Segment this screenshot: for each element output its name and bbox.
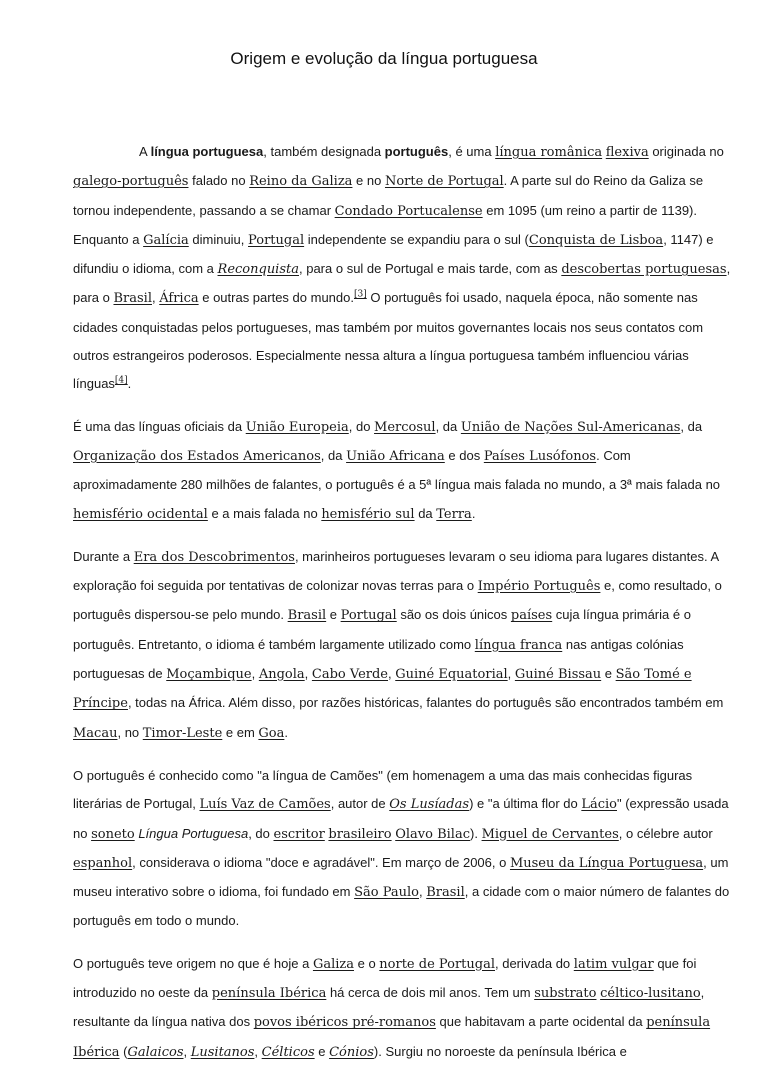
- text-run: , a cidade com o maior número de falantes do português em todo o mundo.: [73, 884, 730, 929]
- text-run: ,: [507, 666, 515, 682]
- text-run: independente se expandiu para o sul (: [304, 231, 529, 247]
- wiki-link[interactable]: Cabo Verde: [311, 667, 389, 683]
- text-run: em 1095 (um reino a partir de 1139). Enquanto a: [73, 202, 697, 247]
- text-run: há cerca de dois mil anos. Tem um: [326, 985, 535, 1001]
- text-run: A: [139, 144, 151, 159]
- wiki-link[interactable]: Norte de Portugal: [384, 174, 504, 190]
- wiki-link[interactable]: norte de Portugal: [379, 956, 495, 972]
- text-run: ,: [152, 290, 160, 306]
- text-run: cuja língua primária é o português. Entretanto, o idioma é também largamente utilizado como: [73, 607, 691, 652]
- text-run: ,: [419, 884, 427, 900]
- wiki-link[interactable]: Terra: [436, 506, 472, 522]
- text-run: , do: [348, 418, 375, 434]
- text-run: , para o: [73, 261, 731, 306]
- text-run: ,: [183, 1043, 191, 1059]
- wiki-link[interactable]: Angola: [258, 667, 305, 683]
- text-run: que foi introduzido no oeste da: [73, 955, 697, 1001]
- wiki-link[interactable]: Olavo Bilac: [395, 826, 470, 842]
- text-run: que habitavam a parte ocidental da: [435, 1014, 647, 1030]
- text-run: , também designada: [263, 144, 385, 159]
- wiki-link[interactable]: descobertas portuguesas: [561, 262, 727, 278]
- paragraph: [73, 138, 733, 399]
- wiki-link[interactable]: Moçambique: [166, 667, 252, 683]
- wiki-link[interactable]: Países Lusófonos: [483, 448, 597, 464]
- wiki-link[interactable]: hemisfério ocidental: [73, 506, 208, 522]
- wiki-link[interactable]: Guiné Bissau: [514, 667, 602, 683]
- wiki-link[interactable]: Galícia: [143, 232, 189, 248]
- text-run: . Com aproximadamente 280 milhões de falantes, o português é a 5ª língua mais falada no mundo, a 3ª mais falada no: [73, 447, 721, 493]
- text-run: (: [119, 1043, 128, 1059]
- text-run: , da: [435, 418, 461, 434]
- wiki-link[interactable]: escritor: [273, 826, 325, 842]
- text-run: , todas na África. Além disso, por razões históricas, falantes do português são encontrados também em: [127, 695, 724, 711]
- text-run: são os dois únicos: [396, 607, 511, 623]
- paragraph: [73, 950, 733, 1067]
- reference-link[interactable]: [3]: [353, 290, 367, 301]
- italic-term: Língua Portuguesa: [138, 825, 249, 841]
- wiki-link[interactable]: União de Nações Sul-Americanas: [460, 419, 681, 435]
- wiki-link[interactable]: Brasil: [426, 885, 465, 901]
- wiki-link[interactable]: latim vulgar: [573, 956, 654, 972]
- text-run: nas antigas colónias portuguesas de: [73, 636, 684, 682]
- wiki-link[interactable]: Goa: [258, 725, 285, 741]
- wiki-link[interactable]: União Europeia: [245, 419, 349, 435]
- wiki-link[interactable]: Miguel de Cervantes: [481, 826, 619, 842]
- text-run: e, como resultado, o português dispersou-se pelo mundo.: [73, 578, 722, 623]
- text-run: , considerava o idioma "doce e agradável". Em março de 2006, o: [132, 854, 510, 870]
- wiki-link[interactable]: Organização dos Estados Americanos: [73, 448, 321, 464]
- text-run: e o: [354, 955, 380, 971]
- bold-term: português: [384, 144, 449, 159]
- wiki-link[interactable]: galego-português: [73, 174, 189, 190]
- wiki-link[interactable]: Lácio: [581, 797, 617, 813]
- text-run: .: [284, 724, 288, 740]
- text-run: " (expressão usada no: [73, 796, 729, 841]
- paragraph: [73, 413, 733, 529]
- wiki-link[interactable]: Museu da Língua Portuguesa: [509, 855, 704, 871]
- text-run: , é uma: [448, 144, 496, 159]
- wiki-link[interactable]: Reino da Galiza: [249, 174, 353, 190]
- wiki-link[interactable]: países: [510, 608, 553, 624]
- text-run: e a mais falada no: [207, 505, 322, 521]
- wiki-link[interactable]: Cónios: [329, 1044, 374, 1060]
- text-run: , do: [248, 825, 274, 841]
- text-run: .: [471, 505, 476, 521]
- text-run: , da: [680, 418, 703, 434]
- text-run: , um museu interativo sobre o idioma, foi fundado em: [73, 854, 729, 900]
- wiki-link[interactable]: Os Lusíadas: [389, 797, 470, 813]
- text-run: ,: [254, 1043, 262, 1059]
- text-run: originada no: [648, 144, 724, 159]
- text-run: ) e "a última flor do: [469, 796, 582, 812]
- wiki-link[interactable]: Macau: [73, 725, 118, 741]
- wiki-link[interactable]: União Africana: [346, 448, 445, 464]
- wiki-link[interactable]: Timor-Leste: [142, 725, 223, 741]
- text-run: ). Surgiu no noroeste da península Ibérica e: [373, 1043, 627, 1059]
- text-run: ,: [388, 666, 396, 682]
- wiki-link[interactable]: Mercosul: [374, 419, 436, 435]
- text-run: , para o sul de Portugal e mais tarde, com as: [299, 261, 562, 277]
- text-run: e: [314, 1043, 330, 1059]
- text-run: , autor de: [330, 796, 390, 812]
- wiki-link[interactable]: Galiza: [312, 956, 354, 972]
- text-run: ,: [304, 666, 312, 682]
- wiki-link[interactable]: Portugal: [340, 608, 397, 624]
- text-run: , o célebre autor: [618, 825, 713, 841]
- text-run: O português teve origem no que é hoje a: [73, 955, 313, 971]
- wiki-link[interactable]: Portugal: [248, 232, 305, 248]
- paragraph: [73, 543, 733, 748]
- wiki-link[interactable]: Célticos: [261, 1044, 315, 1060]
- text-run: É uma das línguas oficiais da: [73, 418, 246, 434]
- text-run: e no: [352, 173, 385, 189]
- bold-term: língua portuguesa: [150, 144, 264, 159]
- document-title: Origem e evolução da língua portuguesa: [230, 49, 538, 68]
- reference-link[interactable]: [4]: [114, 376, 128, 387]
- wiki-link[interactable]: Condado Portucalense: [334, 203, 483, 219]
- text-run: falado no: [188, 173, 250, 189]
- wiki-link[interactable]: África: [159, 291, 199, 307]
- text-run: e: [601, 666, 616, 682]
- text-run: ,: [251, 666, 259, 682]
- wiki-link[interactable]: Luís Vaz de Camões: [199, 797, 331, 813]
- paragraph: [73, 762, 733, 936]
- text-run: e dos: [444, 447, 484, 463]
- wiki-link[interactable]: substrato: [534, 986, 597, 1002]
- text-run: , resultante da língua nativa dos: [73, 985, 705, 1030]
- text-run: O português foi usado, naquela época, não somente nas cidades conquistadas pelos portugueses, mas também por muitos governantes locais nos seus contatos com outros estrangeiros poderosos. Especialmente nessa altura a língua portuguesa também influenciou várias línguas: [73, 290, 704, 392]
- text-run: e outras partes do mundo.: [198, 290, 354, 306]
- text-run: e: [326, 607, 341, 623]
- text-run: , marinheiros portugueses levaram o seu idioma para lugares distantes. A exploração foi seguida por tentativas de colonizar novas terras para o: [73, 548, 719, 594]
- wiki-link[interactable]: céltico-lusitano: [600, 986, 701, 1002]
- text-run: , derivada do: [495, 955, 574, 971]
- wiki-link[interactable]: hemisfério sul: [321, 506, 415, 522]
- wiki-link[interactable]: Lusitanos: [190, 1044, 255, 1060]
- text-run: diminuiu,: [188, 231, 249, 247]
- wiki-link[interactable]: brasileiro: [328, 826, 392, 842]
- wiki-link[interactable]: flexiva: [605, 145, 649, 160]
- wiki-link[interactable]: povos ibéricos pré-romanos: [253, 1015, 436, 1031]
- text-run: , no: [117, 724, 143, 740]
- wiki-link[interactable]: Brasil: [287, 608, 327, 624]
- wiki-link[interactable]: Galaicos: [127, 1044, 184, 1060]
- text-run: . A parte sul do Reino da Galiza se tornou independente, passando a se chamar: [73, 173, 704, 218]
- wiki-link[interactable]: soneto: [91, 826, 135, 842]
- text-run: , 1147) e difundiu o idioma, com a: [73, 231, 714, 277]
- wiki-link[interactable]: Era dos Descobrimentos: [133, 549, 295, 565]
- wiki-link[interactable]: São Paulo: [354, 885, 419, 901]
- text-run: ).: [470, 825, 482, 841]
- text-run: e em: [222, 724, 259, 740]
- wiki-link[interactable]: península Ibérica: [73, 1015, 711, 1060]
- text-run: , da: [320, 447, 347, 463]
- text-run: Durante a: [73, 548, 134, 564]
- wiki-link[interactable]: Império Português: [477, 579, 601, 595]
- wiki-link[interactable]: Conquista de Lisboa: [528, 232, 664, 248]
- wiki-link[interactable]: língua franca: [474, 637, 563, 653]
- wiki-link[interactable]: Guiné Equatorial: [395, 667, 508, 683]
- wiki-link[interactable]: Reconquista: [217, 262, 299, 278]
- wiki-link[interactable]: São Tomé e Príncipe: [73, 667, 692, 712]
- wiki-link[interactable]: língua românica: [495, 145, 603, 160]
- wiki-link[interactable]: Brasil: [113, 291, 152, 307]
- text-run: O português é conhecido como "a língua de Camões" (em homenagem a uma das mais conhecidas figuras literárias de Portugal,: [73, 767, 693, 812]
- text-run: .: [127, 376, 132, 392]
- wiki-link[interactable]: espanhol: [73, 855, 133, 871]
- text-run: da: [414, 505, 437, 521]
- document-body: [73, 138, 733, 1081]
- wiki-link[interactable]: península Ibérica: [211, 986, 327, 1002]
